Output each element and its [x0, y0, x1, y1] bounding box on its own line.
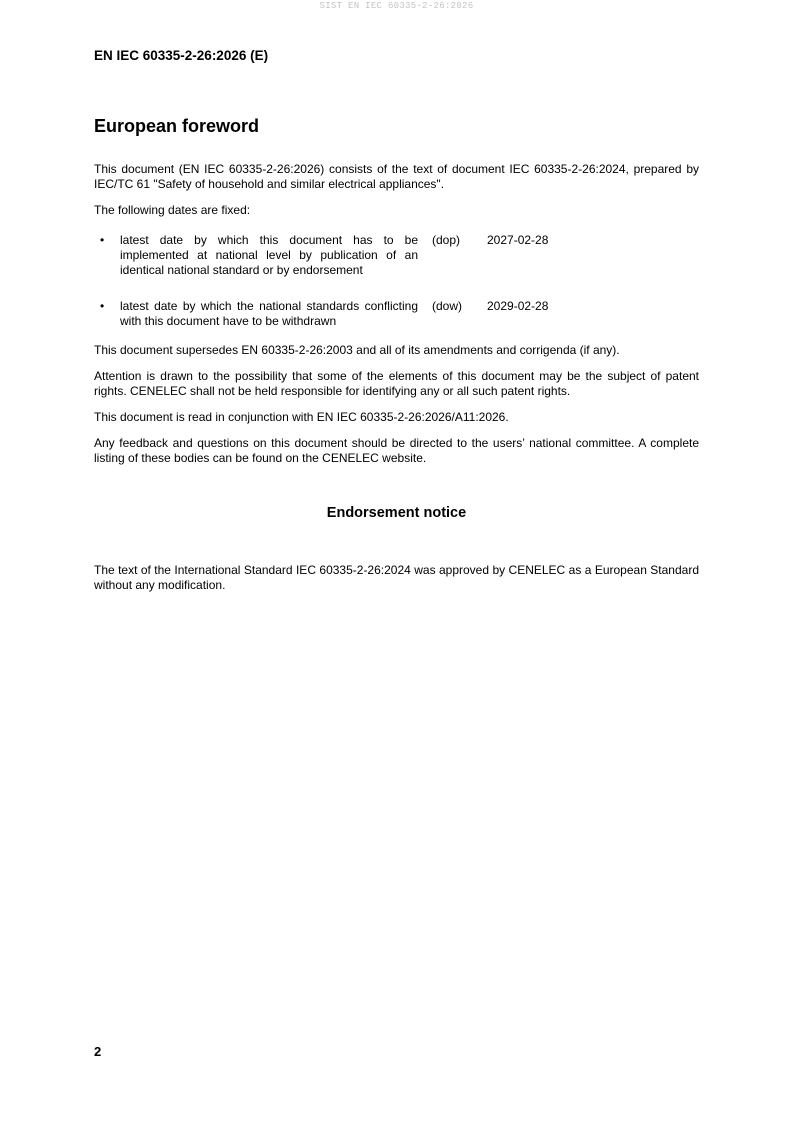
page-number: 2: [94, 1044, 102, 1059]
watermark: SIST EN IEC 60335-2-26:2026: [319, 1, 474, 11]
patent-paragraph: Attention is drawn to the possibility that some of the elements of this document may be the subject of patent rights. CENELEC shall not be held responsible for identifying any or all such patent rights.: [94, 369, 699, 398]
document-identifier: EN IEC 60335-2-26:2026 (E): [94, 48, 269, 63]
date-item-dow: [94, 299, 699, 343]
bullet-icon: •: [100, 299, 105, 313]
date-description: latest date by which the national standards conflicting with this document have to be withdrawn: [120, 299, 418, 328]
endorsement-text: The text of the International Standard IEC 60335-2-26:2024 was approved by CENELEC as a European Standard without any modification.: [94, 563, 699, 592]
page-content: [94, 114, 699, 604]
date-value: 2027-02-28: [487, 233, 549, 247]
endorsement-title: Endorsement notice: [326, 505, 467, 521]
date-abbreviation: (dop): [432, 233, 461, 247]
feedback-paragraph: Any feedback and questions on this document should be directed to the users’ national committee. A complete listing of these bodies can be found on the CENELEC website.: [94, 436, 699, 465]
foreword-title: European foreword: [94, 116, 260, 136]
supersedes-paragraph: This document supersedes EN 60335-2-26:2003 and all of its amendments and corrigenda (if any).: [94, 343, 620, 357]
conjunction-paragraph: This document is read in conjunction with EN IEC 60335-2-26:2026/A11:2026.: [94, 410, 509, 424]
date-abbreviation: (dow): [432, 299, 463, 313]
date-value: 2029-02-28: [487, 299, 549, 313]
date-item-dop: [94, 233, 699, 293]
date-description: latest date by which this document has to be implemented at national level by publication of an identical national standard or by endorsement: [120, 233, 418, 277]
bullet-icon: •: [100, 233, 105, 247]
dates-intro: The following dates are fixed:: [94, 203, 251, 217]
foreword-intro: This document (EN IEC 60335-2-26:2026) consists of the text of document IEC 60335-2-26:2024, prepared by IEC/TC 61 "Safety of household and similar electrical appliances".: [94, 162, 699, 191]
